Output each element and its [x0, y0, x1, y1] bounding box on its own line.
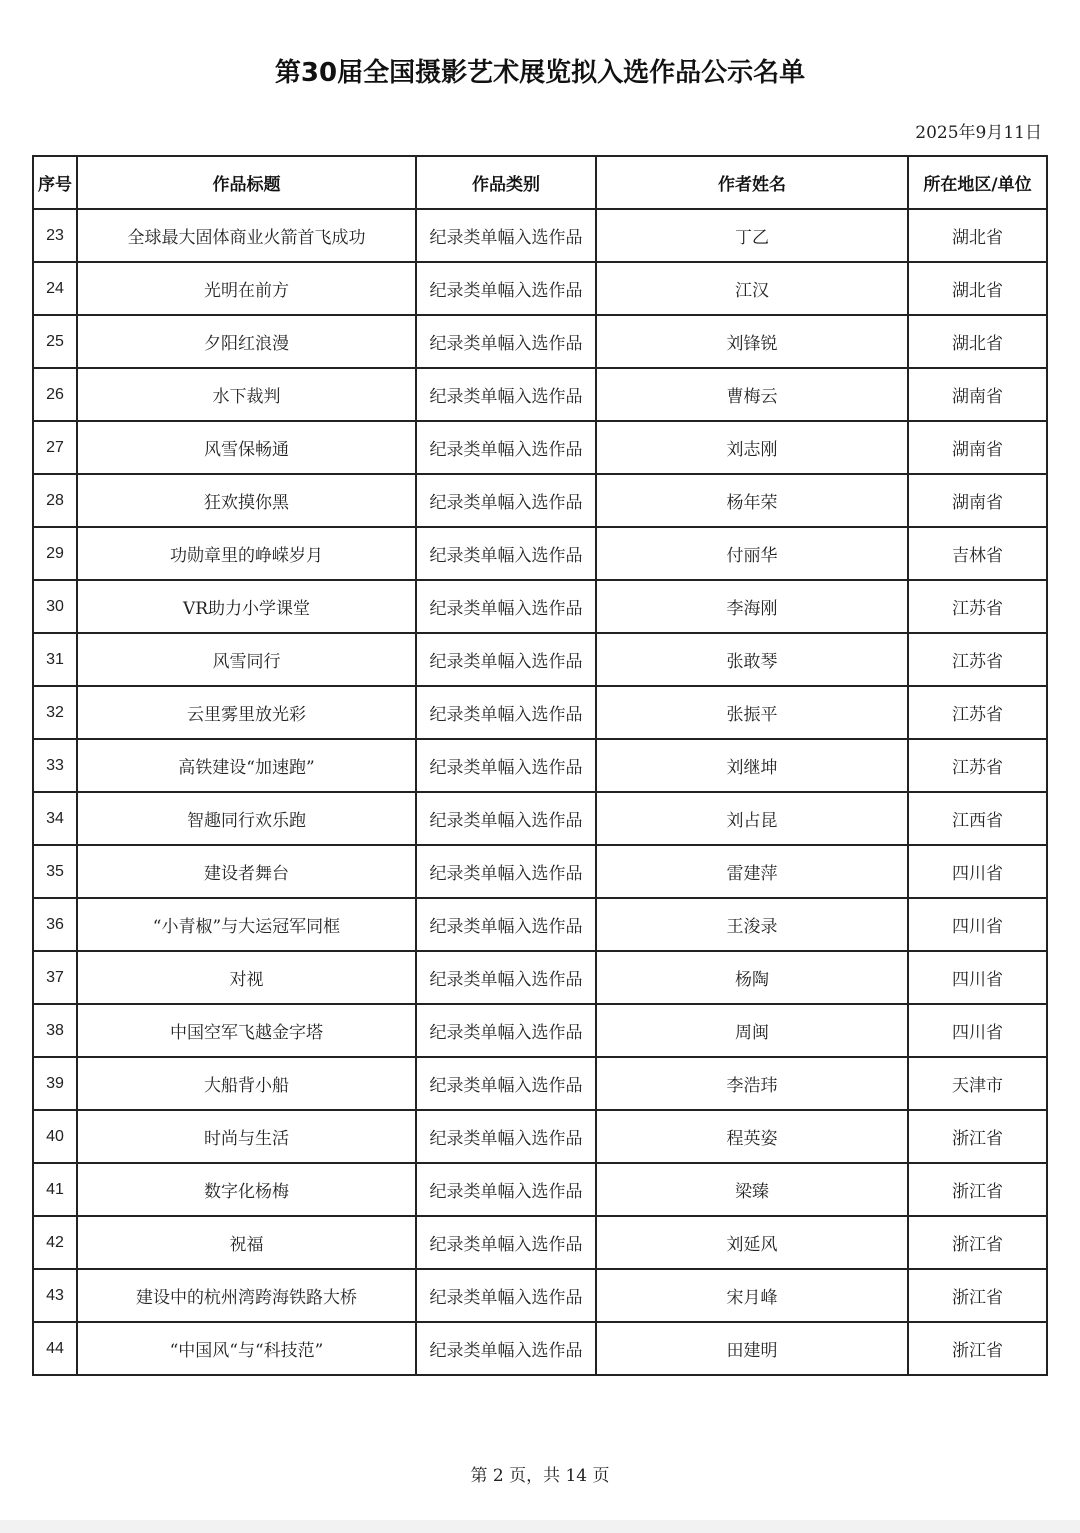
cell-author: 刘锋锐 — [596, 315, 908, 368]
header-author: 作者姓名 — [596, 156, 908, 209]
cell-author: 刘延风 — [596, 1216, 908, 1269]
cell-title: 风雪同行 — [77, 633, 416, 686]
table-row — [33, 1163, 1047, 1216]
table-body — [33, 209, 1047, 1375]
cell-author: 宋月峰 — [596, 1269, 908, 1322]
cell-author: 李海刚 — [596, 580, 908, 633]
cell-author: 程英姿 — [596, 1110, 908, 1163]
table-row — [33, 1216, 1047, 1269]
cell-category: 纪录类单幅入选作品 — [416, 1110, 596, 1163]
cell-number: 27 — [33, 421, 77, 474]
cell-category: 纪录类单幅入选作品 — [416, 792, 596, 845]
cell-category: 纪录类单幅入选作品 — [416, 951, 596, 1004]
cell-author: 梁臻 — [596, 1163, 908, 1216]
cell-region: 四川省 — [908, 1004, 1047, 1057]
cell-number: 29 — [33, 527, 77, 580]
cell-title: 中国空军飞越金字塔 — [77, 1004, 416, 1057]
cell-author: 王浚录 — [596, 898, 908, 951]
cell-category: 纪录类单幅入选作品 — [416, 1216, 596, 1269]
table-row — [33, 262, 1047, 315]
cell-number: 28 — [33, 474, 77, 527]
cell-region: 四川省 — [908, 845, 1047, 898]
cell-number: 44 — [33, 1322, 77, 1375]
page-footer: 第 2 页，共 14 页 — [470, 1466, 610, 1486]
cell-title: 狂欢摸你黑 — [77, 474, 416, 527]
cell-author: 田建明 — [596, 1322, 908, 1375]
cell-number: 23 — [33, 209, 77, 262]
header-number: 序号 — [33, 156, 77, 209]
table-row — [33, 1004, 1047, 1057]
cell-title: 风雪保畅通 — [77, 421, 416, 474]
cell-author: 李浩玮 — [596, 1057, 908, 1110]
table-row — [33, 209, 1047, 262]
cell-number: 34 — [33, 792, 77, 845]
cell-region: 四川省 — [908, 951, 1047, 1004]
cell-number: 24 — [33, 262, 77, 315]
cell-region: 浙江省 — [908, 1216, 1047, 1269]
cell-category: 纪录类单幅入选作品 — [416, 1322, 596, 1375]
cell-category: 纪录类单幅入选作品 — [416, 1057, 596, 1110]
cell-region: 湖北省 — [908, 315, 1047, 368]
cell-author: 刘志刚 — [596, 421, 908, 474]
table-row — [33, 686, 1047, 739]
table-row — [33, 898, 1047, 951]
header-title: 作品标题 — [77, 156, 416, 209]
cell-region: 浙江省 — [908, 1110, 1047, 1163]
cell-author: 刘继坤 — [596, 739, 908, 792]
document-title: 第30届全国摄影艺术展览拟入选作品公示名单 — [274, 58, 806, 88]
header-category: 作品类别 — [416, 156, 596, 209]
cell-author: 张振平 — [596, 686, 908, 739]
cell-title: 祝福 — [77, 1216, 416, 1269]
cell-title: 智趣同行欢乐跑 — [77, 792, 416, 845]
table-row — [33, 527, 1047, 580]
cell-category: 纪录类单幅入选作品 — [416, 474, 596, 527]
cell-title: 数字化杨梅 — [77, 1163, 416, 1216]
cell-region: 吉林省 — [908, 527, 1047, 580]
cell-author: 江汉 — [596, 262, 908, 315]
cell-region: 湖南省 — [908, 421, 1047, 474]
cell-category: 纪录类单幅入选作品 — [416, 898, 596, 951]
cell-number: 37 — [33, 951, 77, 1004]
cell-number: 39 — [33, 1057, 77, 1110]
cell-title: “中国风“与“科技范” — [77, 1322, 416, 1375]
cell-category: 纪录类单幅入选作品 — [416, 262, 596, 315]
cell-category: 纪录类单幅入选作品 — [416, 845, 596, 898]
table-row — [33, 633, 1047, 686]
cell-category: 纪录类单幅入选作品 — [416, 1269, 596, 1322]
cell-region: 湖南省 — [908, 368, 1047, 421]
cell-title: 光明在前方 — [77, 262, 416, 315]
table-row — [33, 1322, 1047, 1375]
cell-number: 41 — [33, 1163, 77, 1216]
cell-region: 江苏省 — [908, 633, 1047, 686]
cell-author: 杨年荣 — [596, 474, 908, 527]
cell-region: 江苏省 — [908, 686, 1047, 739]
cell-category: 纪录类单幅入选作品 — [416, 686, 596, 739]
cell-author: 杨陶 — [596, 951, 908, 1004]
table-row — [33, 1269, 1047, 1322]
cell-number: 43 — [33, 1269, 77, 1322]
table-row — [33, 739, 1047, 792]
cell-region: 浙江省 — [908, 1322, 1047, 1375]
cell-number: 35 — [33, 845, 77, 898]
cell-number: 32 — [33, 686, 77, 739]
cell-author: 雷建萍 — [596, 845, 908, 898]
table-row — [33, 1110, 1047, 1163]
cell-title: 夕阳红浪漫 — [77, 315, 416, 368]
table-row — [33, 474, 1047, 527]
cell-region: 浙江省 — [908, 1163, 1047, 1216]
cell-title: 全球最大固体商业火箭首飞成功 — [77, 209, 416, 262]
cell-author: 曹梅云 — [596, 368, 908, 421]
cell-number: 31 — [33, 633, 77, 686]
cell-category: 纪录类单幅入选作品 — [416, 1163, 596, 1216]
cell-region: 湖北省 — [908, 209, 1047, 262]
cell-category: 纪录类单幅入选作品 — [416, 368, 596, 421]
table-header-row — [33, 156, 1047, 209]
cell-author: 丁乙 — [596, 209, 908, 262]
cell-category: 纪录类单幅入选作品 — [416, 1004, 596, 1057]
table-row — [33, 845, 1047, 898]
cell-author: 付丽华 — [596, 527, 908, 580]
cell-number: 25 — [33, 315, 77, 368]
table-row — [33, 580, 1047, 633]
cell-author: 张敢琴 — [596, 633, 908, 686]
table-row — [33, 792, 1047, 845]
cell-title: 对视 — [77, 951, 416, 1004]
cell-region: 江苏省 — [908, 580, 1047, 633]
table-row — [33, 315, 1047, 368]
cell-region: 湖南省 — [908, 474, 1047, 527]
table-row — [33, 421, 1047, 474]
cell-title: 建设中的杭州湾跨海铁路大桥 — [77, 1269, 416, 1322]
cell-title: 高铁建设“加速跑” — [77, 739, 416, 792]
cell-region: 浙江省 — [908, 1269, 1047, 1322]
cell-region: 天津市 — [908, 1057, 1047, 1110]
cell-title: 时尚与生活 — [77, 1110, 416, 1163]
cell-number: 36 — [33, 898, 77, 951]
cell-region: 湖北省 — [908, 262, 1047, 315]
cell-title: 功勋章里的峥嵘岁月 — [77, 527, 416, 580]
cell-title: VR助力小学课堂 — [77, 580, 416, 633]
table-row — [33, 368, 1047, 421]
cell-region: 江苏省 — [908, 739, 1047, 792]
cell-region: 江西省 — [908, 792, 1047, 845]
cell-category: 纪录类单幅入选作品 — [416, 315, 596, 368]
cell-title: 水下裁判 — [77, 368, 416, 421]
cell-category: 纪录类单幅入选作品 — [416, 739, 596, 792]
entries-table — [32, 155, 1048, 1376]
cell-number: 42 — [33, 1216, 77, 1269]
cell-number: 38 — [33, 1004, 77, 1057]
cell-title: “小青椒”与大运冠军同框 — [77, 898, 416, 951]
cell-author: 刘占昆 — [596, 792, 908, 845]
cell-author: 周闽 — [596, 1004, 908, 1057]
cell-title: 建设者舞台 — [77, 845, 416, 898]
cell-title: 云里雾里放光彩 — [77, 686, 416, 739]
cell-number: 40 — [33, 1110, 77, 1163]
cell-number: 33 — [33, 739, 77, 792]
cell-category: 纪录类单幅入选作品 — [416, 421, 596, 474]
cell-number: 26 — [33, 368, 77, 421]
cell-category: 纪录类单幅入选作品 — [416, 580, 596, 633]
cell-category: 纪录类单幅入选作品 — [416, 633, 596, 686]
cell-category: 纪录类单幅入选作品 — [416, 209, 596, 262]
cell-category: 纪录类单幅入选作品 — [416, 527, 596, 580]
cell-title: 大船背小船 — [77, 1057, 416, 1110]
cell-number: 30 — [33, 580, 77, 633]
cell-region: 四川省 — [908, 898, 1047, 951]
table-row — [33, 951, 1047, 1004]
document-date: 2025年9月11日 — [915, 123, 1042, 143]
table-row — [33, 1057, 1047, 1110]
header-region: 所在地区/单位 — [908, 156, 1047, 209]
